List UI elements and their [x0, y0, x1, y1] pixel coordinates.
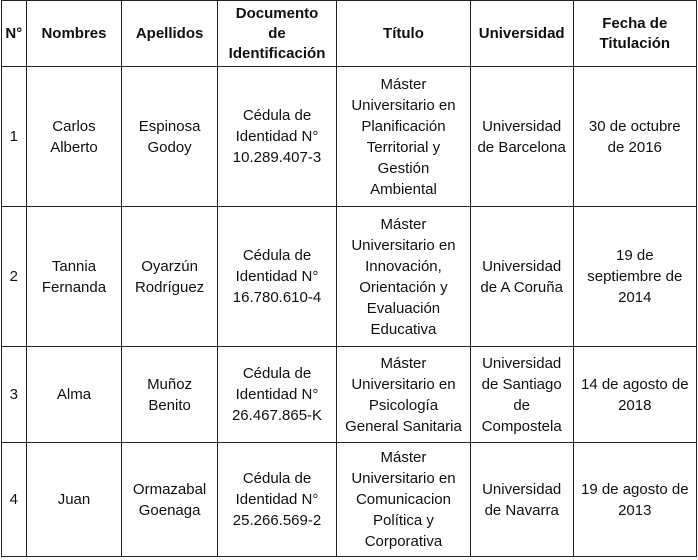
cell-nombres: Tannia Fernanda: [26, 207, 122, 347]
cell-documento: Cédula de Identidad N° 16.780.610-4: [217, 207, 336, 347]
header-documento: Documento de Identificación: [217, 1, 336, 67]
cell-universidad: Universidad de A Coruña: [470, 207, 573, 347]
header-universidad: Universidad: [470, 1, 573, 67]
table-row: [2, 207, 697, 347]
cell-fecha: 19 de septiembre de 2014: [573, 207, 696, 347]
cell-titulo: Máster Universitario en Innovación, Orientación y Evaluación Educativa: [337, 207, 471, 347]
graduates-table: [1, 0, 697, 557]
cell-apellidos: Ormazabal Goenaga: [122, 443, 218, 557]
cell-universidad: Universidad de Santiago de Compostela: [470, 347, 573, 443]
header-num: N°: [2, 1, 27, 67]
table-row: [2, 443, 697, 557]
cell-num: 4: [2, 443, 27, 557]
cell-apellidos: Espinosa Godoy: [122, 67, 218, 207]
header-apellidos: Apellidos: [122, 1, 218, 67]
cell-documento: Cédula de Identidad N° 26.467.865-K: [217, 347, 336, 443]
cell-documento: Cédula de Identidad N° 10.289.407-3: [217, 67, 336, 207]
cell-apellidos: Muñoz Benito: [122, 347, 218, 443]
cell-universidad: Universidad de Navarra: [470, 443, 573, 557]
cell-nombres: Juan: [26, 443, 122, 557]
cell-titulo: Máster Universitario en Comunicacion Política y Corporativa: [337, 443, 471, 557]
table-header-row: [2, 1, 697, 67]
cell-fecha: 19 de agosto de 2013: [573, 443, 696, 557]
cell-num: 2: [2, 207, 27, 347]
cell-fecha: 14 de agosto de 2018: [573, 347, 696, 443]
cell-num: 1: [2, 67, 27, 207]
cell-titulo: Máster Universitario en Planificación Territorial y Gestión Ambiental: [337, 67, 471, 207]
cell-documento: Cédula de Identidad N° 25.266.569-2: [217, 443, 336, 557]
table-row: [2, 347, 697, 443]
cell-titulo: Máster Universitario en Psicología General Sanitaria: [337, 347, 471, 443]
table-row: [2, 67, 697, 207]
header-titulo: Título: [337, 1, 471, 67]
cell-nombres: Carlos Alberto: [26, 67, 122, 207]
cell-apellidos: Oyarzún Rodríguez: [122, 207, 218, 347]
cell-fecha: 30 de octubre de 2016: [573, 67, 696, 207]
cell-nombres: Alma: [26, 347, 122, 443]
cell-universidad: Universidad de Barcelona: [470, 67, 573, 207]
cell-num: 3: [2, 347, 27, 443]
header-nombres: Nombres: [26, 1, 122, 67]
header-fecha: Fecha de Titulación: [573, 1, 696, 67]
